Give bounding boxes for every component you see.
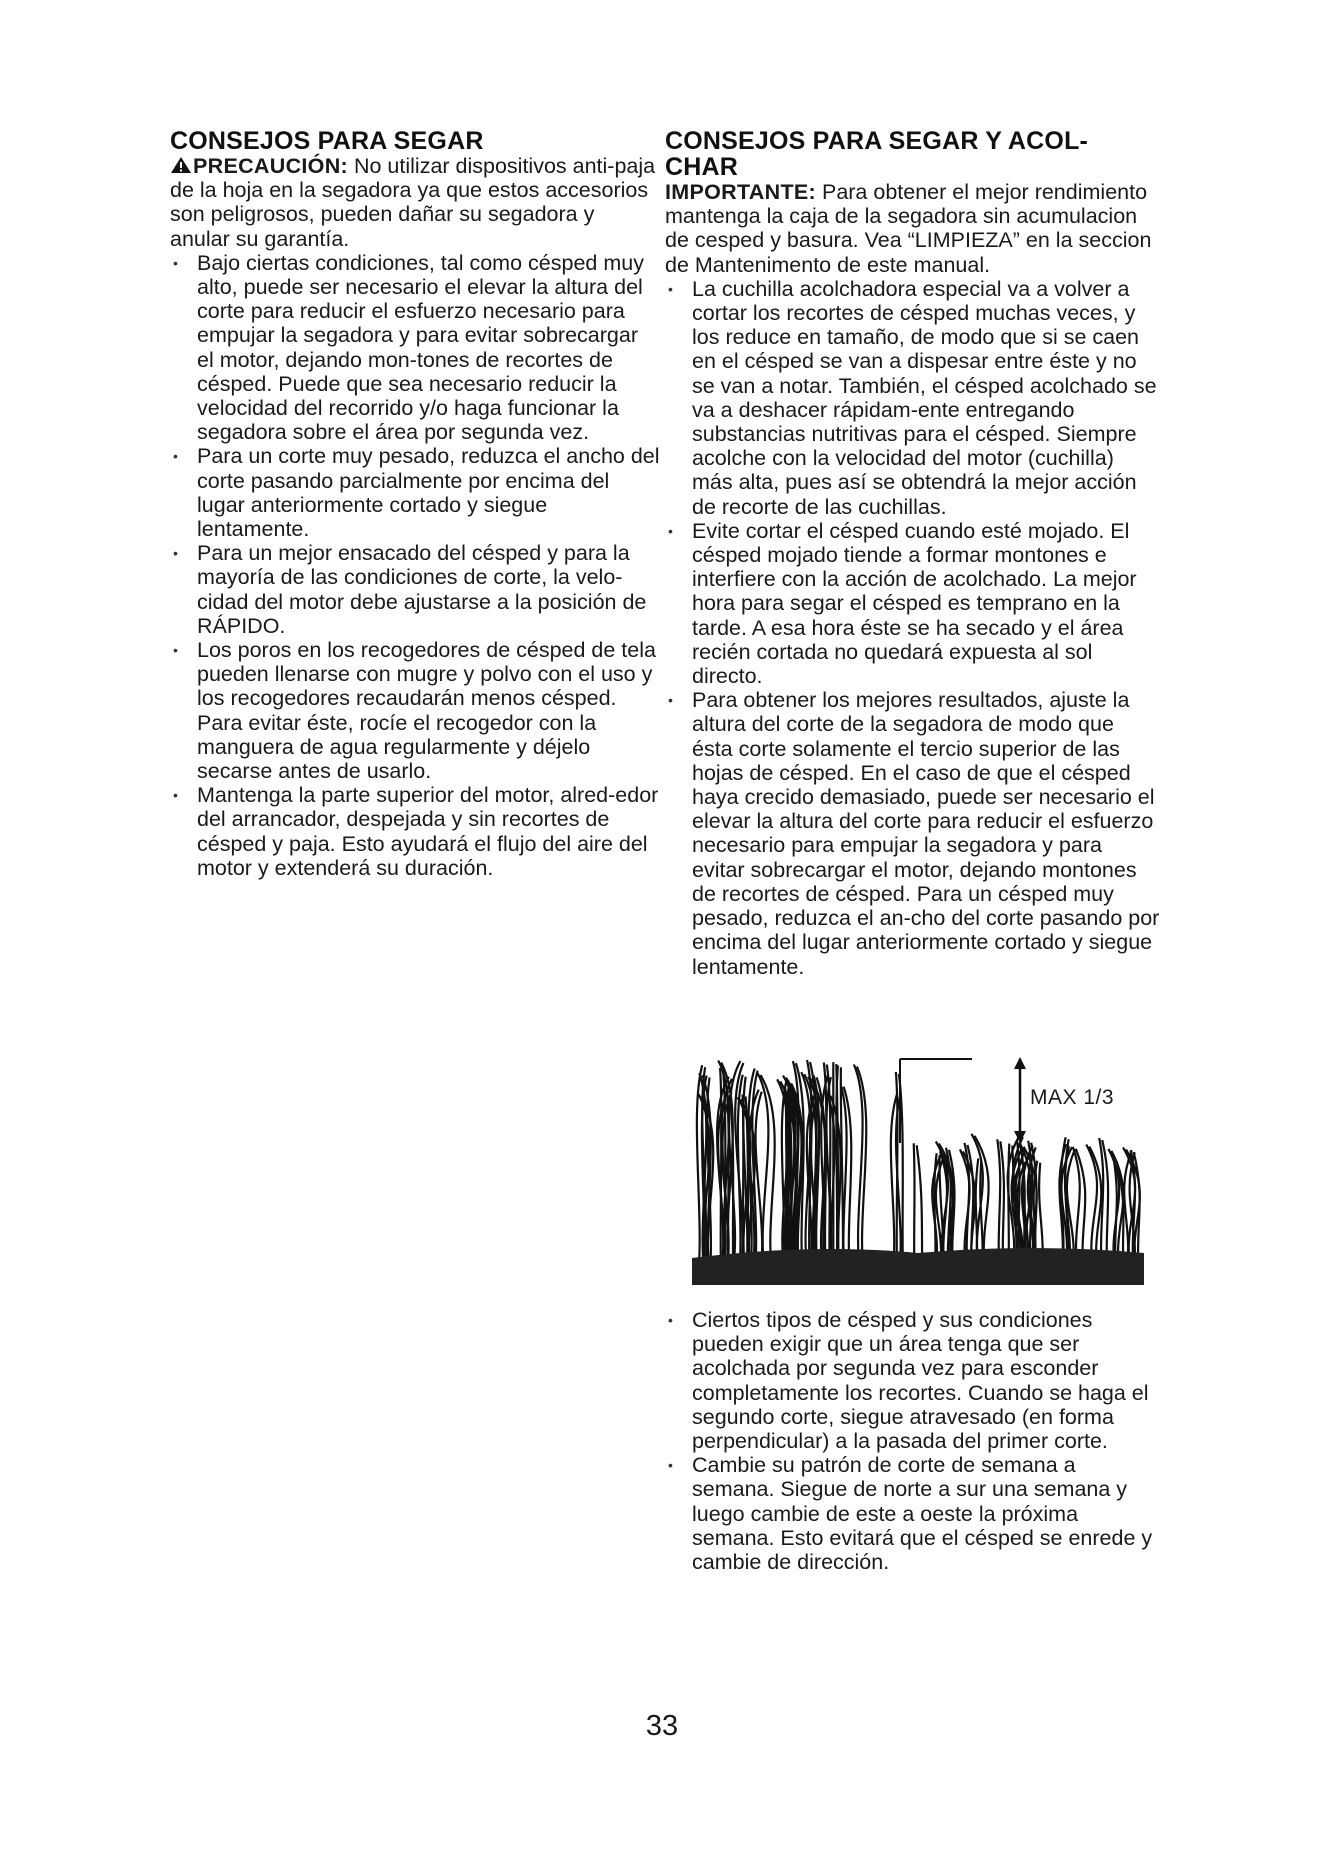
right-heading: CONSEJOS PARA SEGAR Y ACOL-CHAR: [665, 127, 1089, 181]
list-item: • Cambie su patrón de corte de semana a semana. Siegue de norte a sur una semana y luego cambie de este a oeste la próxima semana. Esto evitará que el césped se enrede y cambie de dirección.: [665, 1453, 1160, 1574]
list-item: • Evite cortar el césped cuando esté mojado. El césped mojado tiende a formar montones e interfiere con la acción de acolchado. La mejor hora para segar el césped es temprano en la tarde. A esa hora éste se ha secado y el área recién cortada no quedará expuesta al sol directo.: [665, 519, 1160, 688]
list-item: • Los poros en los recogedores de césped de tela pueden llenarse con mugre y polvo con el uso y los recogedores recaudarán menos césped. Para evitar éste, rocíe el recogedor con la manguera de agua regularmente y déjelo secarse antes de usarlo.: [170, 638, 660, 783]
warning-paragraph: [170, 154, 660, 251]
important-text: Para obtener el mejor rendimiento mantenga la caja de la segadora sin acumulacion de cesped y basura. Vea “LIMPIEZA” en la seccion de Mantenimento de este manual.: [665, 180, 1152, 277]
page-number: 33: [645, 1710, 679, 1742]
right-column-bottom: [665, 1308, 1160, 1574]
warning-icon: [170, 156, 192, 174]
list-item: • Para un mejor ensacado del césped y para la mayoría de las condiciones de corte, la velo-cidad del motor debe ajustarse a la posición de RÁPIDO.: [170, 541, 660, 638]
list-item: • La cuchilla acolchadora especial va a volver a cortar los recortes de césped muchas veces, y los reduce en tamaño, de modo que si se caen en el césped se van a dispesar entre éste y no se van a notar. También, el césped acolchado se va a deshacer rápidam-ente entregando substancias nutritivas para el césped. Siempre acolche con la velocidad del motor (cuchilla) más alta, pues así se obtendrá la mejor acción de recorte de las cuchillas.: [665, 277, 1160, 519]
list-item: • Para un corte muy pesado, reduzca el ancho del corte pasando parcialmente por encima del lugar anteriormente cortado y siegue lentamente.: [170, 444, 660, 541]
right-bullet-list: [665, 277, 1160, 979]
left-bullet-list: [170, 251, 660, 880]
right-column: [665, 128, 1160, 979]
important-label: IMPORTANTE:: [665, 180, 816, 204]
warning-label: PRECAUCIÓN:: [193, 154, 348, 178]
grass-base: [692, 1248, 1144, 1285]
important-paragraph: [665, 180, 1160, 277]
right-bullet-list-after: [665, 1308, 1160, 1574]
warning-text: No utilizar dispositivos anti-paja de la hoja en la segadora ya que estos accesorios son peligrosos, pueden dañar su segadora y anular su garantía.: [170, 154, 656, 251]
list-item: • Mantenga la parte superior del motor, alred-edor del arrancador, despejada y sin recortes de césped y paja. Esto ayudará el flujo del aire del motor y extenderá su duración.: [170, 783, 660, 880]
left-column: [170, 128, 660, 880]
left-heading: CONSEJOS PARA SEGAR: [170, 127, 484, 155]
list-item: • Bajo ciertas condiciones, tal como césped muy alto, puede ser necesario el elevar la altura del corte para reducir el esfuerzo necesario para empujar la segadora y para evitar sobrecargar el motor, dejando mon-tones de recortes de césped. Puede que sea necesario reducir la velocidad del recorrido y/o haga funcionar la segadora sobre el área por segunda vez.: [170, 251, 660, 445]
list-item: • Para obtener los mejores resultados, ajuste la altura del corte de la segadora de modo que ésta corte solamente el tercio superior de las hojas de césped. En el caso de que el césped haya crecido demasiado, puede ser necesario el elevar la altura del corte para reducir el esfuerzo necesario para empujar la segadora y para evitar sobrecargar el motor, dejando montones de recortes de césped. Para un césped muy pesado, reduzca el an-cho del corte pasando por encima del lugar anteriormente cortado y siegue lentamente.: [665, 688, 1160, 978]
list-item: • Ciertos tipos de césped y sus condiciones pueden exigir que un área tenga que ser acolchada por segunda vez para esconder completamente los recortes. Cuando se haga el segundo corte, siegue atravesado (en forma perpendicular) a la pasada del primer corte.: [665, 1308, 1160, 1453]
max-cut-label: MAX 1/3: [1030, 1086, 1115, 1109]
